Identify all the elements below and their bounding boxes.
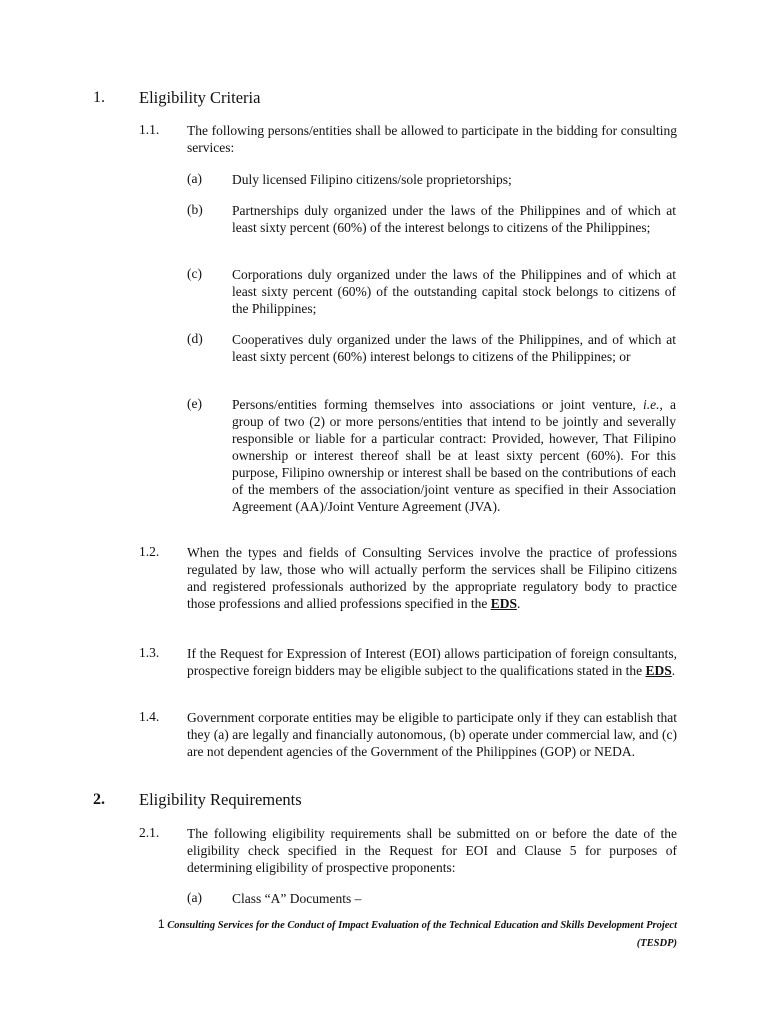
section-2-title: Eligibility Requirements	[139, 790, 302, 809]
item-1-1-c-letter: (c)	[187, 266, 202, 281]
section-2-number: 2.	[93, 791, 105, 808]
item-2-1-a-letter: (a)	[187, 890, 202, 905]
item-1-1-e-text: Persons/entities forming themselves into associations or joint venture, i.e., a group of two (2) or more persons/entities that intend to be jointly and severally responsible or liable for a particular contract: Provided, however, That Filipino ownership or interest thereof shall be at least sixty percent (60%). For this purpose, Filipino ownership or interest shall be based on the contributions of each of the members of the association/joint venture as specified in their Association Agreement (AA)/Joint Venture Agreement (JVA).	[232, 397, 676, 514]
footer-title: Consulting Services for the Conduct of Impact Evaluation of the Technical Education and Skills Development Project	[164, 920, 677, 931]
page-footer	[90, 915, 677, 953]
clause-1-2-number: 1.2.	[139, 544, 160, 559]
item-1-1-e-letter: (e)	[187, 396, 202, 411]
item-1-1-d-letter: (d)	[187, 331, 203, 346]
item-1-1-c-text: Corporations duly organized under the laws of the Philippines and of which at least sixty percent (60%) of the outstanding capital stock belongs to citizens of the Philippines;	[232, 267, 676, 316]
clause-1-4-text: Government corporate entities may be eligible to participate only if they can establish that they (a) are legally and financially autonomous, (b) operate under commercial law, and (c) are not dependent agencies of the Government of the Philippines (GOP) or NEDA.	[187, 710, 677, 759]
item-1-1-a-letter: (a)	[187, 171, 202, 186]
eds-reference-link[interactable]: EDS	[490, 596, 517, 611]
clause-1-1-text: The following persons/entities shall be allowed to participate in the bidding for consulting services:	[187, 123, 677, 155]
section-1-number: 1.	[93, 89, 105, 106]
footer-line-2: (TESDP)	[636, 938, 677, 949]
item-1-1-a-text: Duly licensed Filipino citizens/sole proprietorships;	[232, 172, 512, 187]
clause-1-3-text: If the Request for Expression of Interest (EOI) allows participation of foreign consultants, prospective foreign bidders may be eligible subject to the qualifications stated in the EDS.	[187, 646, 677, 678]
clause-1-2-text: When the types and fields of Consulting Services involve the practice of professions regulated by law, those who will actually perform the services shall be Filipino citizens and registered professionals authorized by the appropriate regulatory body to practice those professions and allied professions specified in the EDS.	[187, 545, 677, 611]
clause-1-4-number: 1.4.	[139, 709, 160, 724]
page-number: 1	[157, 917, 165, 931]
clause-1-3-number: 1.3.	[139, 645, 160, 660]
eds-reference-link[interactable]: EDS	[645, 663, 672, 678]
footer-line-1	[90, 915, 677, 935]
item-1-1-d-text: Cooperatives duly organized under the laws of the Philippines, and of which at least sixty percent (60%) interest belongs to citizens of the Philippines; or	[232, 332, 676, 364]
item-1-1-b-text: Partnerships duly organized under the laws of the Philippines and of which at least sixty percent (60%) of the interest belongs to citizens of the Philippines;	[232, 203, 676, 235]
section-1-title: Eligibility Criteria	[139, 88, 261, 107]
clause-2-1-text: The following eligibility requirements shall be submitted on or before the date of the eligibility check specified in the Request for EOI and Clause 5 for purposes of determining eligibility of prospective proponents:	[187, 826, 677, 875]
item-2-1-a-text: Class “A” Documents –	[232, 891, 362, 906]
clause-2-1-number: 2.1.	[139, 825, 160, 840]
clause-1-1-number: 1.1.	[139, 122, 160, 137]
item-1-1-b-letter: (b)	[187, 202, 203, 217]
